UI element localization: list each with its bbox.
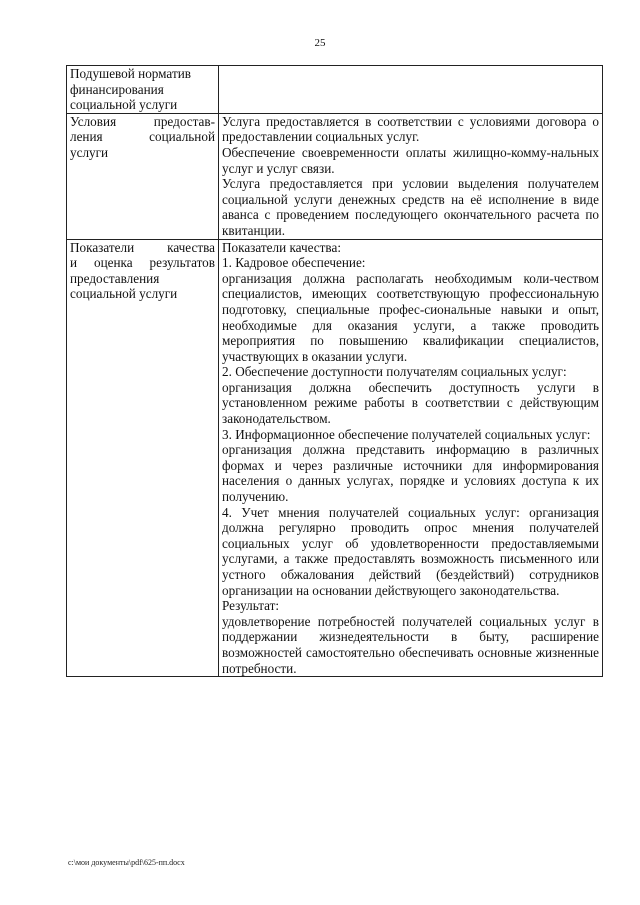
paragraph: 2. Обеспечение доступности получателям социальных услуг: — [222, 364, 567, 380]
paragraph: организация должна располагать необходимым коли-чеством специалистов, имеющих соответствующую профессиональную подготовку, специальные профес-сиональные навыки и опыт, необходимые для оказания услуги, а также проводить мероприятия по повышению квалификации специалистов, участвующих в оказании услуги. — [222, 270, 599, 364]
row-label-line: предоставления — [70, 270, 160, 286]
paragraph: Услуга предоставляется при условии выделения получателем социальной услуги денежных средств на её исполнение в виде аванса с проведением последующего окончательного расчета по квитанции. — [222, 176, 599, 238]
paragraph: Услуга предоставляется в соответствии с условиями договора о предоставлении социальных услуг. — [222, 113, 599, 145]
row-label-line: социальной услуги — [70, 97, 178, 113]
service-standard-table — [66, 65, 603, 677]
row-label-line: социальной услуги — [70, 286, 178, 302]
table-row-quality-indicators — [67, 239, 603, 677]
footer-file-path: c:\мои документы\pdf\625-пп.docx — [68, 858, 185, 867]
row-label-line: Подушевой норматив — [70, 66, 191, 81]
row-label-line: и оценка результатов — [70, 255, 215, 271]
paragraph: удовлетворение потребностей получателей социальных услуг в поддержании жизнедеятельности в быту, расширение возможностей самостоятельно обеспечивать основные жизненные потребности. — [222, 613, 599, 676]
paragraph: 1. Кадровое обеспечение: — [222, 255, 366, 271]
page-number: 25 — [314, 37, 326, 49]
row-label-line: финансирования — [70, 81, 164, 97]
row-label-line: Показатели качества — [70, 239, 215, 255]
paragraph: Показатели качества: — [222, 239, 341, 255]
paragraph: Результат: — [222, 598, 280, 614]
row-label-line: ления социальной — [70, 129, 215, 145]
row-label-line: Условия предостав- — [70, 113, 215, 129]
paragraph: 4. Учет мнения получателей социальных услуг: организация должна регулярно проводить опрос мнения получателей социальных услуг об удовлетворенности предоставляемыми услугами, а также предоставлять возможность письменного или устного обжалования действий (бездействий) сотрудников организации на основании действующего законодательства. — [222, 504, 599, 598]
row-value-cell — [219, 113, 603, 239]
row-label-cell — [67, 239, 219, 677]
row-value-cell — [219, 66, 603, 114]
table-row-conditions — [67, 113, 603, 239]
paragraph: Обеспечение своевременности оплаты жилищно-комму-нальных услуг и услуг связи. — [222, 144, 599, 176]
row-label-cell — [67, 66, 219, 114]
table-row-funding-norm — [67, 66, 603, 114]
paragraph: организация должна обеспечить доступность услуги в установленном режиме работы в соответствии с действующим законодательством. — [222, 379, 599, 427]
paragraph: организация должна представить информацию в различных формах и через различные источники для информирования населения о данных услугах, порядке и условиях доступа к их получению. — [222, 442, 599, 505]
paragraph: 3. Информационное обеспечение получателей социальных услуг: — [222, 426, 591, 442]
row-label-line: услуги — [70, 144, 109, 160]
row-value-cell — [219, 239, 603, 677]
row-label-cell — [67, 113, 219, 239]
